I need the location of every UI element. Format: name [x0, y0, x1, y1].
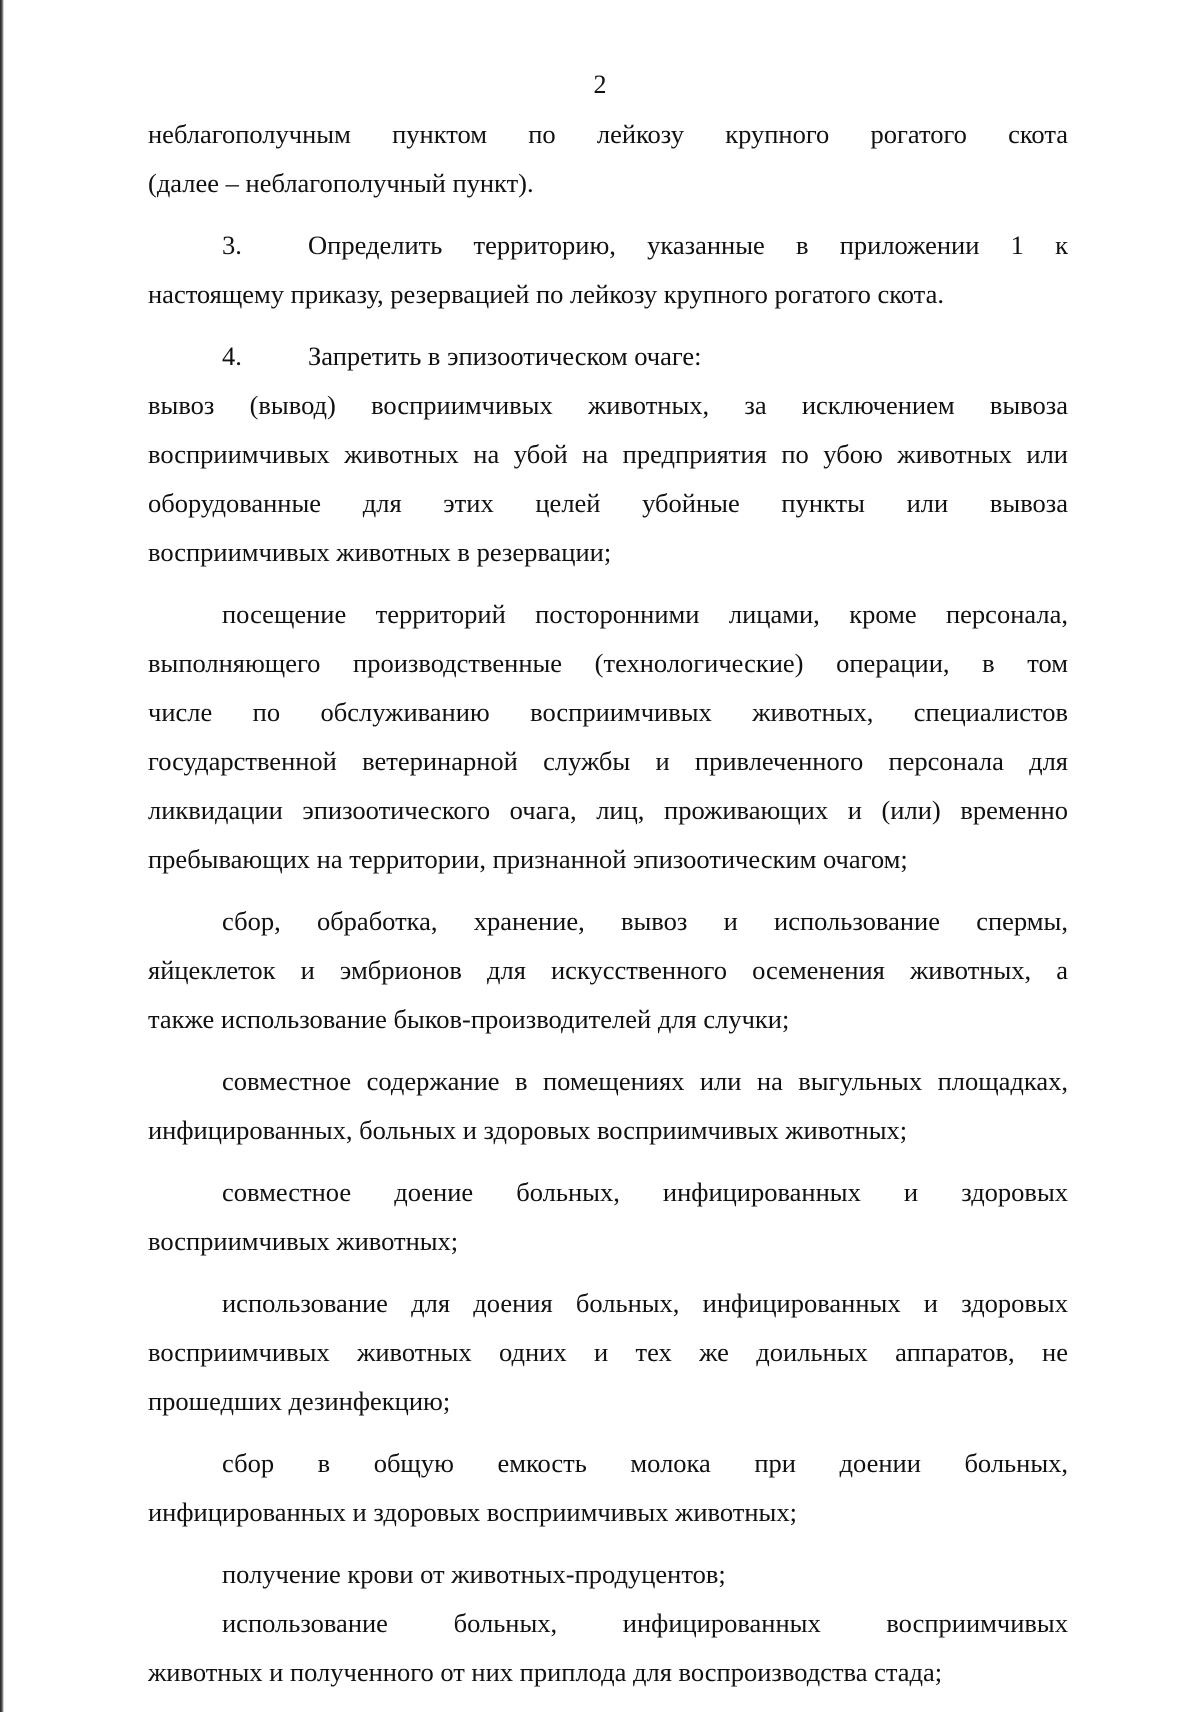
text-line: пребывающих на территории, признанной эпизоотическим очагом;	[148, 844, 908, 874]
document-body	[148, 110, 1068, 1697]
page-number: 2	[593, 70, 607, 99]
text-line	[148, 332, 1068, 381]
text-line: восприимчивых животных в резервации;	[148, 537, 612, 567]
paragraph-gap	[148, 208, 1068, 221]
paragraph-gap	[148, 1537, 1068, 1550]
text-line: получение крови от животных-продуцентов;	[222, 1559, 726, 1589]
text-line: оборудованные для этих целей убойные пункты или вывоза	[148, 488, 1068, 518]
paragraph-gap	[148, 319, 1068, 332]
text-line: инфицированных, больных и здоровых восприимчивых животных;	[148, 1115, 908, 1145]
item-text: Запретить в эпизоотическом очаге:	[308, 341, 702, 371]
text-line: совместное содержание в помещениях или на выгульных площадках,	[222, 1066, 1068, 1096]
text-line: выполняющего производственные (технологические) операции, в том	[148, 648, 1068, 678]
text-line	[148, 221, 1068, 270]
text-line: восприимчивых животных одних и тех же доильных аппаратов, не	[148, 1337, 1068, 1367]
text-line: использование больных, инфицированных восприимчивых	[222, 1608, 1068, 1638]
item-text: Определить территорию, указанные в приложении 1 к	[308, 230, 1068, 260]
text-line: восприимчивых животных;	[148, 1226, 459, 1256]
paragraph-gap	[148, 1155, 1068, 1168]
paragraph-gap	[148, 1266, 1068, 1279]
text-line: ликвидации эпизоотического очага, лиц, проживающих и (или) временно	[148, 795, 1068, 825]
text-line: прошедших дезинфекцию;	[148, 1386, 451, 1416]
text-line: использование для доения больных, инфицированных и здоровых	[222, 1288, 1068, 1318]
text-line: (далее – неблагополучный пункт).	[148, 168, 534, 198]
paragraph-gap	[148, 1426, 1068, 1439]
paragraph-gap	[148, 577, 1068, 590]
text-line: сбор, обработка, хранение, вывоз и использование спермы,	[222, 906, 1068, 936]
text-line: числе по обслуживанию восприимчивых животных, специалистов	[148, 697, 1068, 727]
text-line: яйцеклеток и эмбрионов для искусственного осеменения животных, а	[148, 955, 1068, 985]
text-line: сбор в общую емкость молока при доении больных,	[222, 1448, 1068, 1478]
text-line: настоящему приказу, резервацией по лейкозу крупного рогатого скота.	[148, 279, 944, 309]
text-line: неблагополучным пунктом по лейкозу крупного рогатого скота	[148, 119, 1068, 149]
text-line: восприимчивых животных на убой на предприятия по убою животных или	[148, 439, 1068, 469]
item-number: 3.	[222, 230, 242, 260]
text-line: животных и полученного от них приплода для воспроизводства стада;	[148, 1657, 943, 1687]
text-line: посещение территорий посторонними лицами, кроме персонала,	[222, 599, 1068, 629]
paragraph-gap	[148, 1044, 1068, 1057]
text-line: государственной ветеринарной службы и привлеченного персонала для	[148, 746, 1068, 776]
item-number: 4.	[222, 341, 242, 371]
text-line: вывоз (вывод) восприимчивых животных, за исключением вывоза	[148, 390, 1068, 420]
text-line: инфицированных и здоровых восприимчивых животных;	[148, 1497, 797, 1527]
text-line: совместное доение больных, инфицированных и здоровых	[222, 1177, 1068, 1207]
text-line: также использование быков-производителей для случки;	[148, 1004, 790, 1034]
scan-edge-shadow	[0, 0, 4, 1712]
paragraph-gap	[148, 884, 1068, 897]
